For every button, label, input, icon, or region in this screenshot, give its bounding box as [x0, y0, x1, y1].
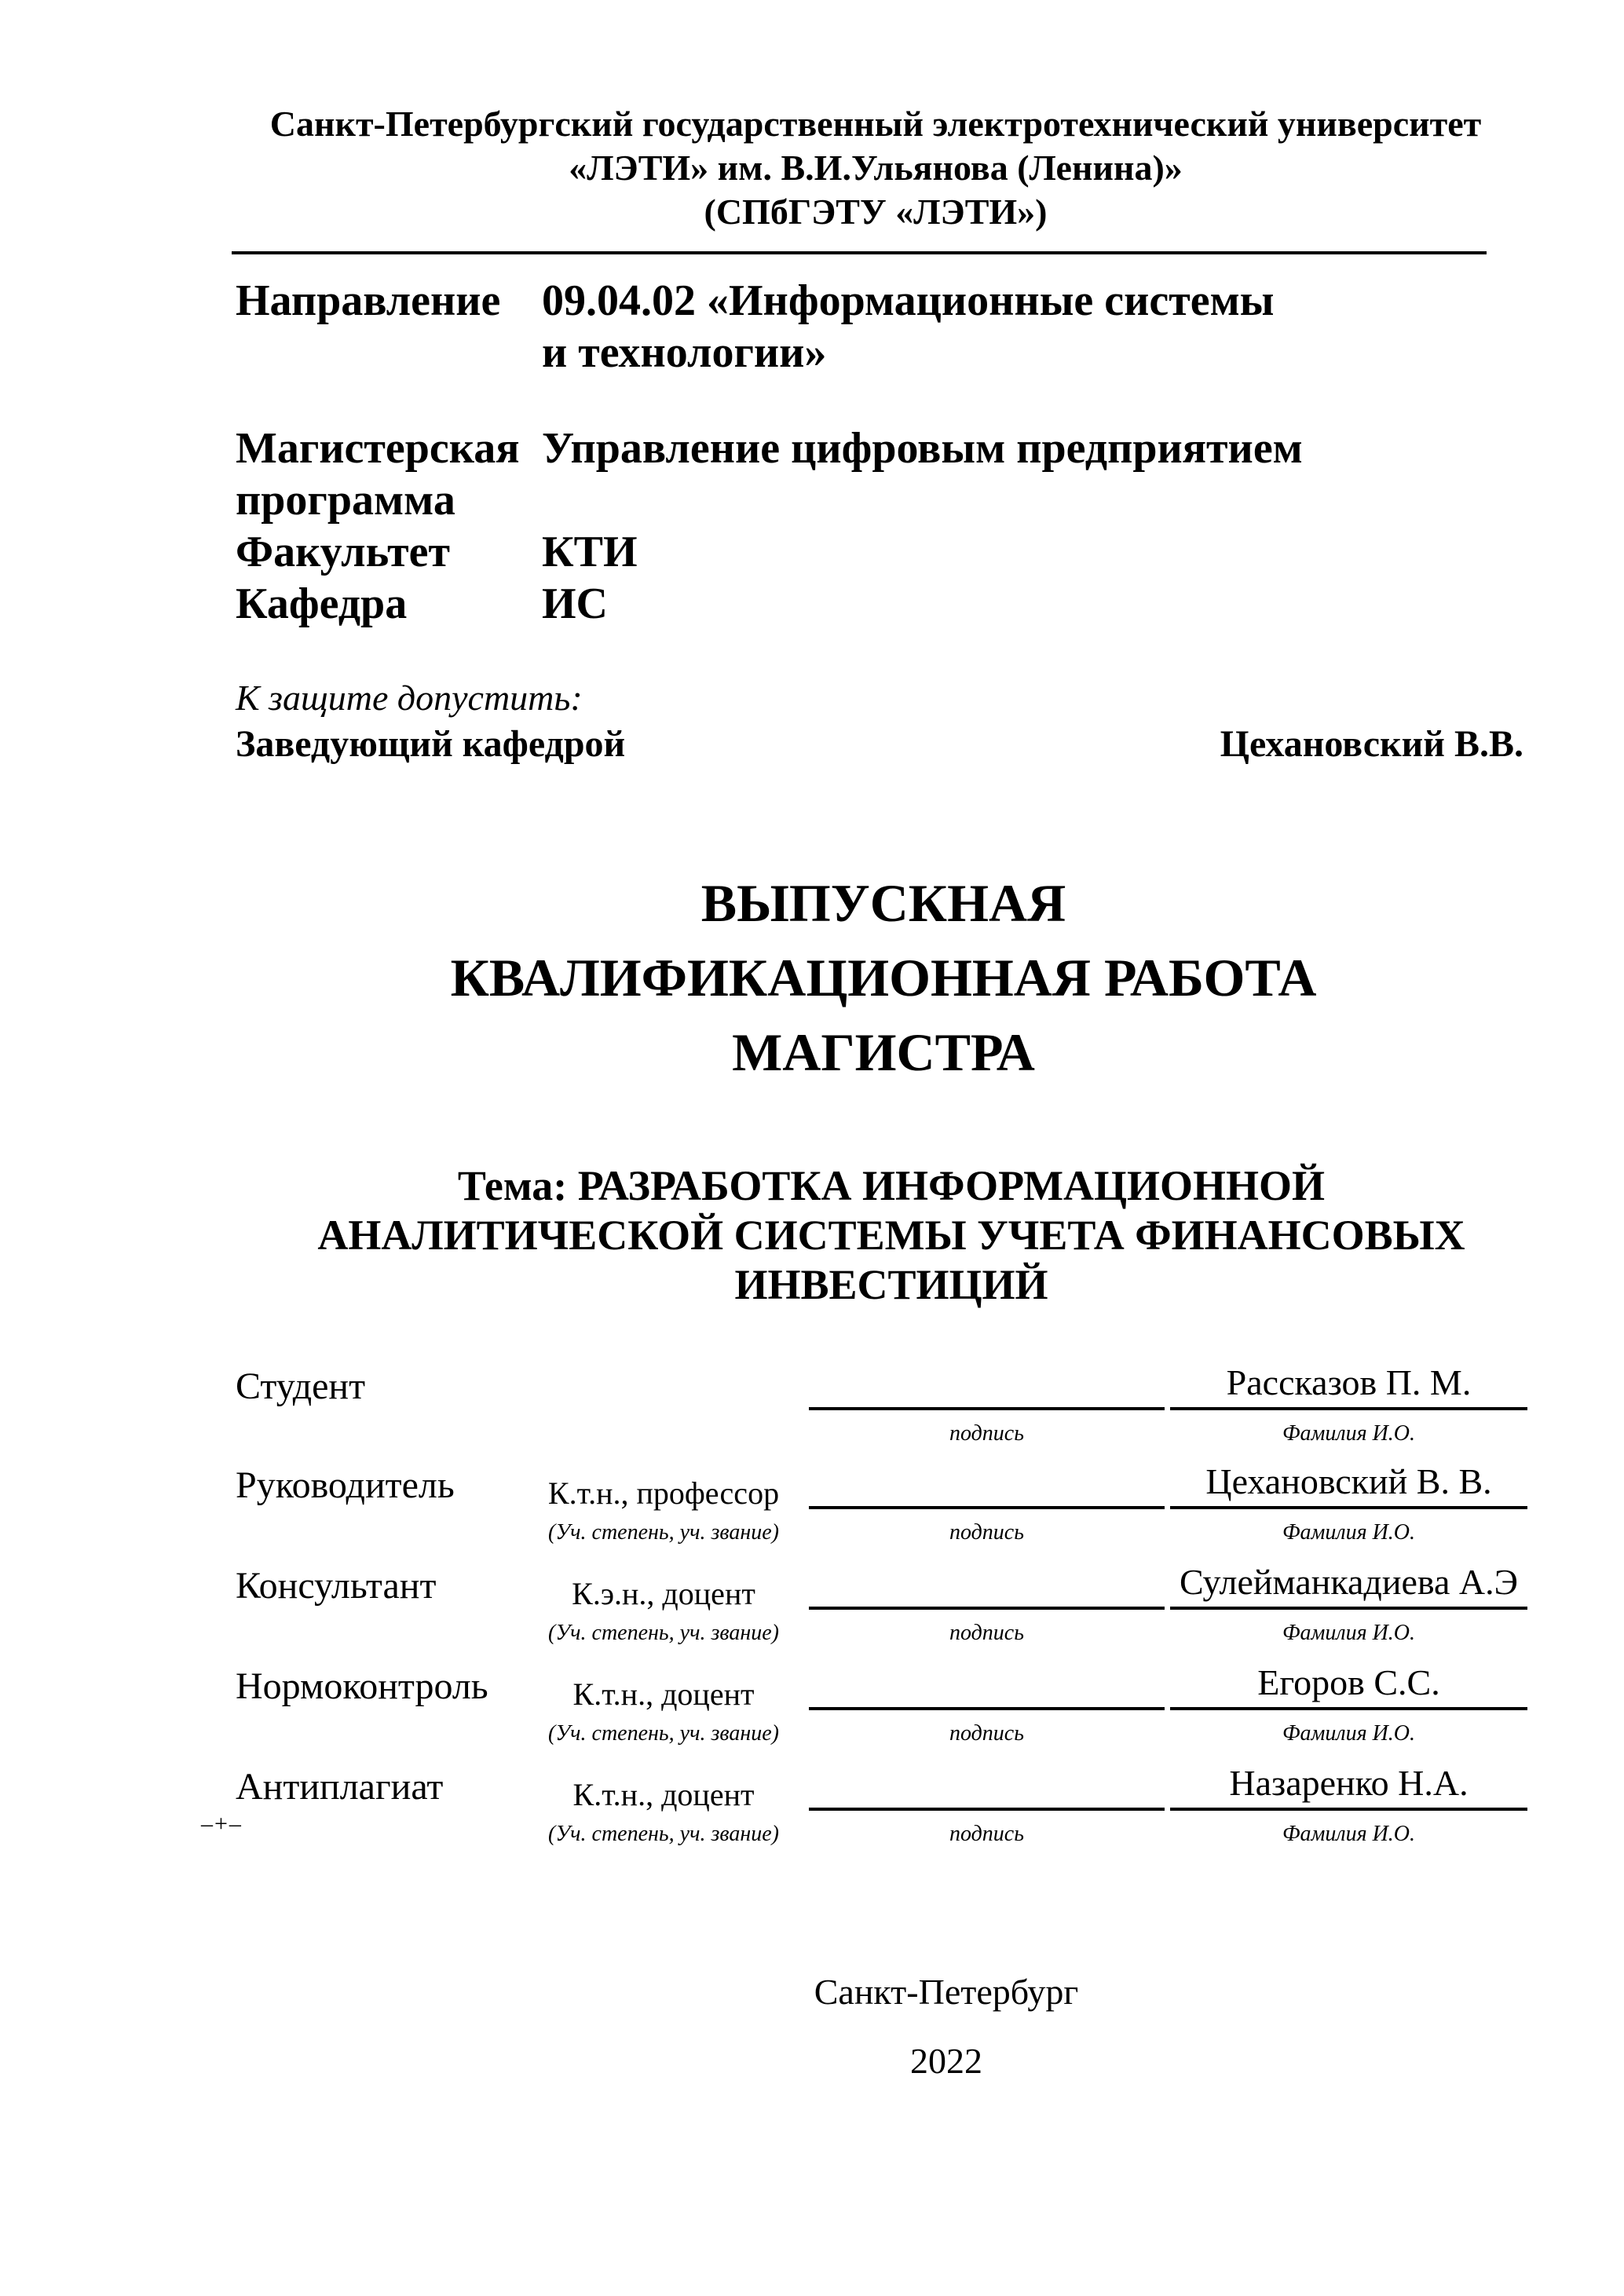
thesis-topic-line1: Тема: РАЗРАБОТКА ИНФОРМАЦИОННОЙ: [457, 1162, 1326, 1209]
master-program-label: Магистерская программа: [236, 424, 520, 525]
role-label: Консультант: [236, 1565, 437, 1607]
work-title-line1: ВЫПУСКНАЯ: [700, 873, 1066, 933]
university-name-line3: (СПбГЭТУ «ЛЭТИ»): [704, 192, 1048, 232]
faculty-value: КТИ: [542, 528, 638, 576]
faculty-row: [236, 526, 1539, 578]
signature-caption: подпись: [949, 1421, 1024, 1446]
direction-value-line2: и технологии»: [542, 328, 827, 377]
admit-to-defense-line: К защите допустить:: [236, 678, 583, 718]
role-label: Антиплагиат: [236, 1766, 444, 1808]
surname-caption: Фамилия И.О.: [1282, 1822, 1416, 1846]
signature-line: [809, 1407, 1165, 1410]
person-name: Рассказов П. М.: [1170, 1362, 1527, 1410]
direction-value: [542, 275, 1327, 378]
faculty-label: Факультет: [236, 528, 450, 576]
department-row: [236, 578, 1539, 630]
role-label: Руководитель: [236, 1464, 455, 1506]
work-title-line3: МАГИСТРА: [732, 1022, 1035, 1082]
department-head-name: Цехановский В.В.: [1220, 723, 1523, 765]
signature-row-antiplagiat: [236, 1759, 1539, 1853]
signature-line: [809, 1707, 1165, 1710]
role-label: Студент: [236, 1366, 366, 1407]
degree-caption: (Уч. степень, уч. звание): [548, 1822, 779, 1846]
person-name: Сулейманкадиева А.Э: [1170, 1561, 1527, 1610]
degree-label: К.т.н., доцент: [572, 1676, 755, 1712]
signature-line: [809, 1808, 1165, 1811]
signature-caption: подпись: [949, 1721, 1024, 1746]
signature-line: [809, 1506, 1165, 1509]
department-head-label: Заведующий кафедрой: [236, 723, 626, 765]
degree-label: К.э.н., доцент: [572, 1576, 755, 1611]
person-name: Цехановский В. В.: [1170, 1461, 1527, 1509]
university-header: [232, 102, 1520, 234]
program-info-block: [236, 275, 1539, 630]
department-label: Кафедра: [236, 579, 408, 628]
thesis-topic-line2: АНАЛИТИЧЕСКОЙ СИСТЕМЫ УЧЕТА ФИНАНСОВЫХ: [317, 1212, 1465, 1259]
direction-value-line1: 09.04.02 «Информационные системы: [542, 276, 1275, 325]
surname-caption: Фамилия И.О.: [1282, 1421, 1416, 1446]
master-program-row: [236, 422, 1539, 526]
signature-line: [809, 1607, 1165, 1610]
degree-label: К.т.н., профессор: [547, 1475, 780, 1511]
work-title-line2: КВАЛИФИКАЦИОННАЯ РАБОТА: [450, 948, 1317, 1007]
university-name-line2: «ЛЭТИ» им. В.И.Ульянова (Ленина)»: [569, 148, 1183, 188]
department-head-row: [236, 722, 1523, 766]
role-label: Нормоконтроль: [236, 1665, 488, 1707]
degree-caption: (Уч. степень, уч. звание): [548, 1520, 779, 1545]
degree-caption: (Уч. степень, уч. звание): [548, 1721, 779, 1746]
thesis-topic-line3: ИНВЕСТИЦИЙ: [734, 1261, 1048, 1308]
signature-row-consultant: [236, 1558, 1539, 1652]
footer-city: Санкт-Петербург: [814, 1972, 1079, 2012]
surname-caption: Фамилия И.О.: [1282, 1520, 1416, 1545]
header-divider-line: [232, 251, 1487, 254]
signature-caption: подпись: [949, 1822, 1024, 1846]
surname-caption: Фамилия И.О.: [1282, 1621, 1416, 1645]
signature-row-normcontrol: [236, 1658, 1539, 1753]
direction-row: [236, 275, 1539, 378]
direction-label: Направление: [236, 276, 501, 325]
degree-label: К.т.н., доцент: [572, 1777, 755, 1812]
department-value: ИС: [542, 579, 608, 628]
work-title: [236, 866, 1531, 1090]
signature-caption: подпись: [949, 1520, 1024, 1545]
footer-year: 2022: [910, 2041, 982, 2081]
signature-caption: подпись: [949, 1621, 1024, 1645]
person-name: Назаренко Н.А.: [1170, 1762, 1527, 1811]
signature-row-student: [236, 1358, 1539, 1453]
thesis-topic: [185, 1161, 1598, 1310]
master-program-value: Управление цифровым предприятием: [542, 424, 1303, 473]
university-name-line1: Санкт-Петербургский государственный электротехнический университет: [269, 104, 1482, 144]
margin-artifact-mark: –+–: [201, 1811, 243, 1837]
degree-caption: (Уч. степень, уч. звание): [548, 1621, 779, 1645]
person-name: Егоров С.С.: [1170, 1662, 1527, 1710]
signature-row-supervisor: [236, 1457, 1539, 1552]
surname-caption: Фамилия И.О.: [1282, 1721, 1416, 1746]
